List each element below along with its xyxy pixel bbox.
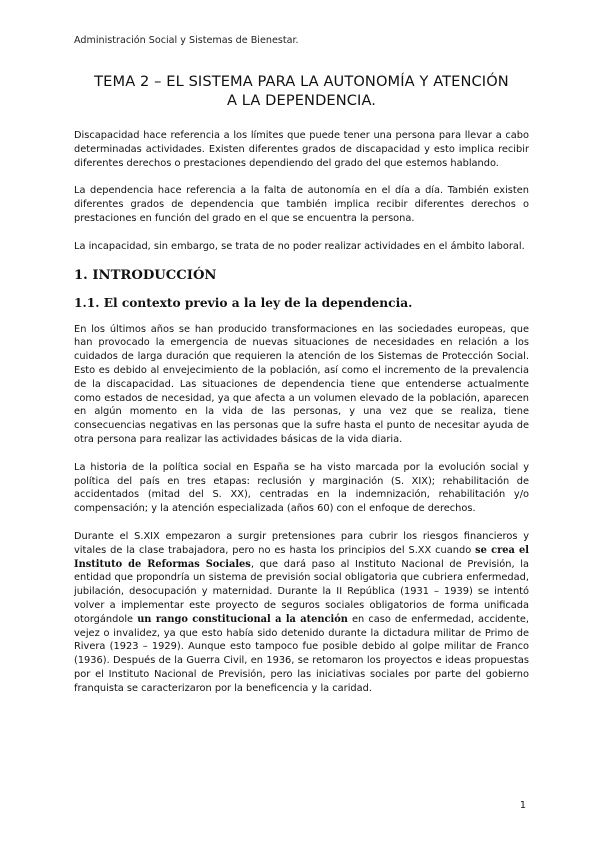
paragraph-incapacidad: La incapacidad, sin embargo, se trata de no poder realizar actividades en el ámbito laboral. <box>74 240 525 252</box>
running-header: Administración Social y Sistemas de Bienestar. <box>74 35 299 46</box>
subsection-heading-contexto: 1.1. El contexto previo a la ley de la dependencia. <box>74 295 413 310</box>
text-run: en caso de enfermedad, accidente, vejez o invalidez, ya que esto había sido detenido durante la dictadura militar de Primo de Rivera (1923 – 1929). Aunque esto tampoco fue posible debido al golpe militar de Franco (1936). Después de la Guerra Civil, en 1936, se retomaron los proyectos e ideas propuestas por el Instituto Nacional de Previsión, pero las iniciativas sociales por parte del gobierno franquista se caracterizaron por la beneficencia y la caridad. <box>74 613 529 694</box>
paragraph-dependencia: La dependencia hace referencia a la falta de autonomía en el día a día. También existen diferentes grados de dependencia que también implica recibir diferentes derechos o prestaciones en función del grado en el que se encuentra la persona. <box>74 185 529 224</box>
bold-phrase-rango: un rango constitucional a la atención <box>137 613 348 625</box>
paragraph-historia: La historia de la política social en España se ha visto marcada por la evolución social y política del país en tres etapas: reclusión y marginación (S. XIX); rehabilitación de accidentados (mitad del S. XX), centradas en la indemnización, rehabilitación y/o compensación; y la atención especializada (años 60) con el enfoque de derechos. <box>74 461 529 515</box>
section-heading-introduccion: 1. INTRODUCCIÓN <box>74 267 217 283</box>
paragraph-transformaciones: En los últimos años se han producido transformaciones en las sociedades europeas, que han provocado la emergencia de nuevas situaciones de necesidades en relación a los cuidados de larga duración que requieren la atención de los Sistemas de Protección Social. Esto es debido al envejecimiento de la población, así como el incremento de la prevalencia de la discapacidad. Las situaciones de dependencia tiene que entenderse actualmente como estados de necesidad, ya que afecta a un volumen elevado de la población, aparecen en algún momento en la vida de las personas, y una vez que se realiza, tiene consecuencias negativas en las personas que la sufre hasta el punto de necesitar ayuda de otra persona para realizar las actividades básicas de la vida diaria. <box>74 323 529 445</box>
paragraph-siglo-xix <box>74 530 529 696</box>
title-line-2: A LA DEPENDENCIA. <box>226 92 377 109</box>
title-line-1: TEMA 2 – EL SISTEMA PARA LA AUTONOMÍA Y ATENCIÓN <box>94 73 509 90</box>
text-run: , que dará paso al Instituto Nacional de Previsión, la entidad que propondría un sistema de previsión social obligatoria que cubriera enfermedad, jubilación, desocupación y maternidad. Durante la II República (1931 – 1939) se intentó volver a implementar este proyecto de seguros sociales obligatorios de forma unificada otorgándole <box>74 558 529 625</box>
page-content <box>74 72 529 710</box>
bold-phrase-instituto: se crea el Instituto de Reformas Sociales <box>74 544 529 570</box>
text-run: Durante el S.XIX empezaron a surgir pretensiones para cubrir los riesgos financieros y vitales de la clase trabajadora, pero no es hasta los principios del S.XX cuando <box>74 530 529 556</box>
paragraph-discapacidad: Discapacidad hace referencia a los límites que puede tener una persona para llevar a cabo determinadas actividades. Existen diferentes grados de discapacidad y esto implica recibir diferentes derechos o prestaciones dependiendo del grado del que estemos hablando. <box>74 130 529 169</box>
page-number: 1 <box>519 800 526 811</box>
document-title <box>74 72 529 110</box>
